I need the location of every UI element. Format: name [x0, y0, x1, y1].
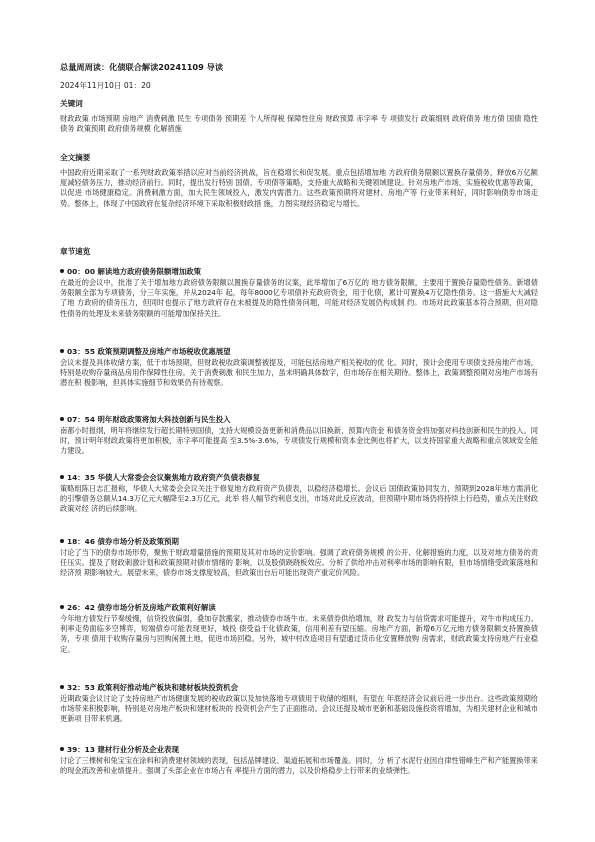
chapter-title: 26：42 债券市场分析及房地产政策利好解读 [60, 602, 216, 613]
chapter-text: 讨论了当下的债券市场形势，聚焦于财政增量措施的预期及其对市场的定价影响。强调了政府债务规模 的公开、化解措施的力度，以及对地方债务的责任压实。提及了财政刺激计划和政策预期对债市情绪的 影响，以及股债跷跷板效应。分析了供给冲击对利率市场的影响有限，但市场情绪受政策落地和经济预 期影响较大。展望未来，债券市场支撑度较高，但政策出台后可能出现资产重定价风险。 [60, 548, 538, 578]
keywords-text: 财政政策 市场预期 房地产 消费刺激 民生 专项债务 预期差 个人所得税 保障性住房 财政预算 赤字率 专 项债发行 政策细则 政府债务 地方债 国债 隐性债务 政策预期 政府债务规模 化解措施 [60, 114, 538, 134]
summary-text: 中国政府近期采取了一系列财政政策举措以应对当前经济挑战，旨在稳增长和促发展。重点包括增加地 方政府债务限额以置换存量债务，释放6万亿额度减轻债务压力，推动经济前行。同时，提出发行特别 国债、专项债等策略，支持重大战略和关键领域建设。针对房地产市场，实施税收优惠等政策，以促进 市场健康稳定。消费刺激方面，加大民生领域投入，激发内需潜力。这些政策预期将对建材、房地产等 行业带来利好，同时影响债券市场走势。整体上，体现了中国政府在复杂经济环境下采取积极财政措 施，力图实现经济稳定与增长。 [60, 168, 538, 208]
bullet-icon [60, 539, 64, 543]
chapter-text: 讨论了三棵树和兔宝宝在涂料和消费建材领域的表现，包括品牌建设、渠道拓展和市场覆盖。同时，分 析了水泥行业因自律性错峰生产和产能置换带来的现金流改善和业绩提升。强调了头部企业在市场占有 率提升方面的潜力，以及价格稳步上行带来的业绩弹性。 [60, 756, 538, 776]
chapter-title: 32：53 政策利好推动地产板块和建材板块投资机会 [60, 682, 238, 693]
document-title: 总量周周读：化债联合解读20241109 导读 [60, 62, 224, 72]
chapter-text: 在最近的会议中，批准了关于增加地方政府债务限额以置换存量债务的议案，此举增加了6万亿的 地方债务限额，主要用于置换存量隐性债务。新增债务限额全部为专项债务，分三年实施，并从2024年 起，每年8000亿专项债补充政府资金，用于化债，累计可置换4万亿隐性债务。这一措施大大减轻了地 方政府的债务压力，但同时也提示了地方政府存在未被提及的隐性债务问题，可能对经济发展仍构成制 约。市场对此政策基本符合预期，但对隐性债务的处理及未来债务限额的可能增加保持关注。 [60, 278, 538, 318]
bullet-icon [60, 349, 64, 353]
chapter-title: 39：13 建材行业分析及企业表现 [60, 744, 179, 755]
chapter-text: 策略组陈日志汇报称，华债人大常委会会议关注于修复地方政府资产负债表，以稳经济稳增长。会议后 国债政策协同发力，预期到2028年地方需消化的引擎债务总额从14.3万亿元大幅降至2.3万亿元，此举 将人幅节约利息支出，市场对此反应波动，但预期中期市场仍将持续上行趋势，重点关注财政政策对经 济的后续影响。 [60, 484, 538, 514]
chapter-title: 14：35 华债人大常委会会议聚焦地方政府资产负债表修复 [60, 472, 260, 483]
chapter-text: 近期政策会议讨论了支持房地产市场健康发展的税收政策以及加快落地专项债用于收储的细则，有望在 年底经济会议前后进一步出台。这些政策预期给市场带来积极影响，特别是对房地产板块和建材板块的 投资机会产生了正面推动。会议还提及城市更新和基础设施投资将增加，为相关建材企业和城市更新项 目带来机遇。 [60, 694, 538, 724]
chapters-heading: 章节速览 [60, 247, 91, 256]
bullet-icon [60, 475, 64, 479]
bullet-icon [60, 685, 64, 689]
bullet-icon [60, 747, 64, 751]
chapter-title: 18：46 债券市场分析及政策预期 [60, 536, 179, 547]
chapter-text: 会议未提及具体收储方案，低于市场预期，但财政税收政策调整被提及，可能包括房地产相关税收的优 化。同时，预计会使用专项债支持房地产市场，特别是收购存量商品房用作保障性住房。关于消费刺激 和民生加力，虽未明确具体数字，但市场存在相关期待。整体上，政策调整预期对房地产市场有潜在积 极影响，但具体实施细节和效果仍有待观察。 [60, 358, 538, 388]
bullet-icon [60, 269, 64, 273]
chapter-title: 07：54 明年财政政策将加大科技创新与民生投入 [60, 414, 231, 425]
keywords-heading: 关键词 [60, 99, 83, 108]
bullet-icon [60, 605, 64, 609]
bullet-icon [60, 417, 64, 421]
chapter-text: 南都小时报纲，明年将继续发行超长期特别国债，支持大规模设备更新和消费品以旧换新，预算内资金 和债务资金将加强对科技创新和民生的投入。同时，预计明年财政政策将更加积极，赤字率可能提高 至3.5%-3.6%，专项债发行规模和资本金比例也将扩大，以支持国家重大战略和重点领域安全能力建设。 [60, 426, 538, 456]
chapter-title: 03：55 政策预期调整及房地产市场税收优惠展望 [60, 346, 231, 357]
summary-heading: 全文摘要 [60, 153, 91, 162]
chapter-text: 今年地方债发行节奏缓慢，信贷投放偏弱，叠加存款搬家，推动债券市场牛市。未来债券供给增加，财 政发力与信贷需求可能提升，对牛市构成压力。利率走势面临多空博弈，短端债券可能表现更好，城投 债受益于化债政策，信用利差有望压缩。房地产方面，新增6万亿元地方债务限额支持置换债务，专项 债用于收购存量房与回购闲置土地，促进市场回稳。另外，城中村改造项目有望通过货币化安置释放购 房需求，财政政策支持房地产行业稳定。 [60, 614, 538, 654]
publish-datetime: 2024年11月10日 01：20 [60, 81, 151, 90]
chapter-title: 00：00 解读地方政府债务限额增加政策 [60, 266, 201, 277]
